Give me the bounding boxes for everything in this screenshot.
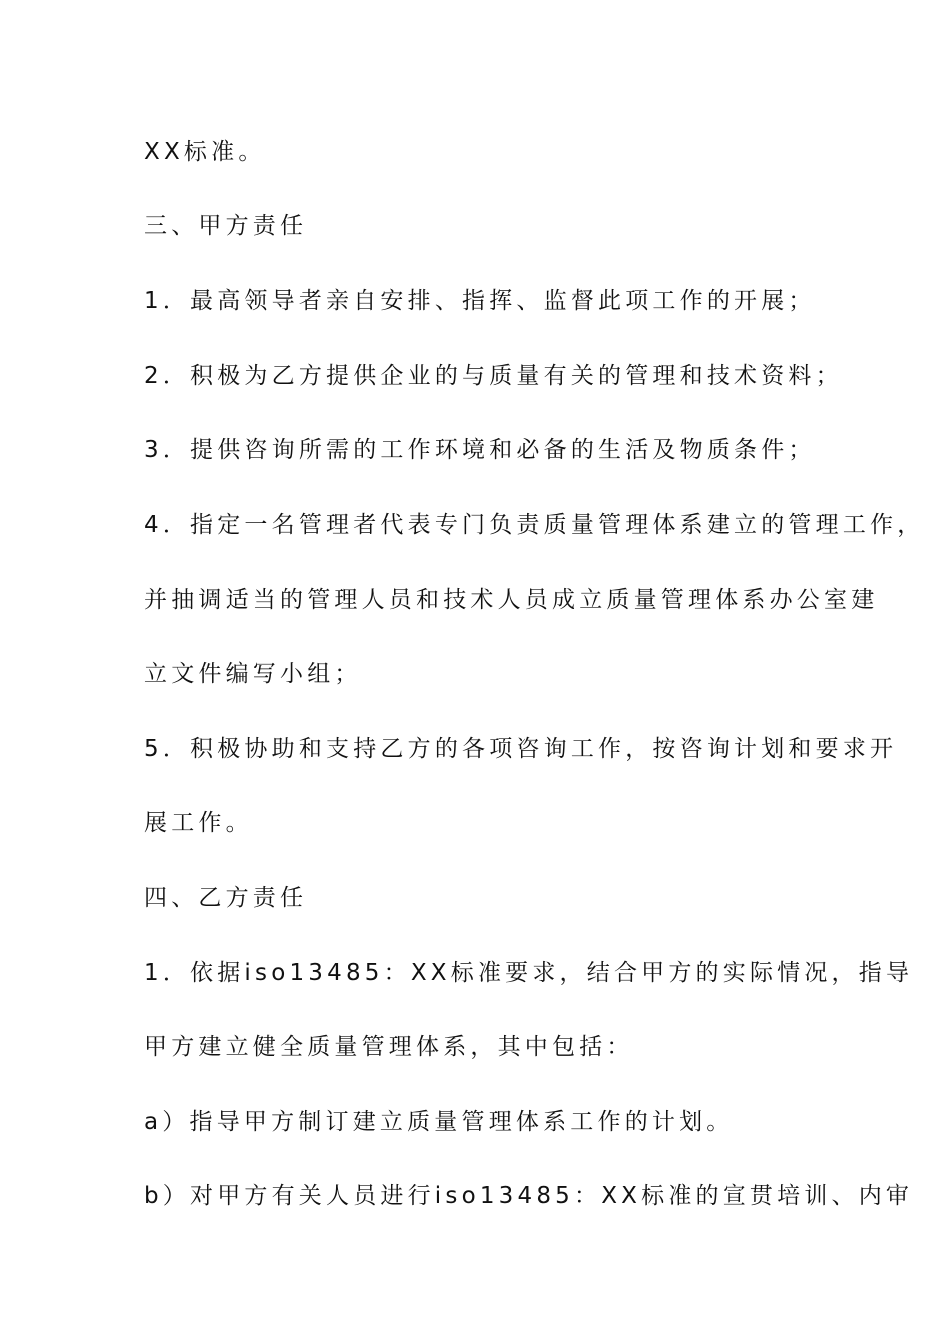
text-line: 展工作。 [144, 810, 253, 836]
text-line: 4．指定一名管理者代表专门负责质量管理体系建立的管理工作， [144, 512, 925, 538]
text-line: 2．积极为乙方提供企业的与质量有关的管理和技术资料； [144, 363, 843, 389]
text-line: 1．依据iso13485：XX标准要求，结合甲方的实际情况，指导 [144, 960, 914, 986]
text-line: 甲方建立健全质量管理体系，其中包括： [144, 1034, 634, 1060]
text-line: 并抽调适当的管理人员和技术人员成立质量管理体系办公室建 [144, 587, 879, 613]
text-line: 3．提供咨询所需的工作环境和必备的生活及物质条件； [144, 437, 816, 463]
text-line: a）指导甲方制订建立质量管理体系工作的计划。 [144, 1109, 734, 1135]
text-line: 5．积极协助和支持乙方的各项咨询工作，按咨询计划和要求开 [144, 736, 898, 762]
text-line: 1．最高领导者亲自安排、指挥、监督此项工作的开展； [144, 288, 816, 314]
text-line: XX标准。 [144, 139, 266, 165]
text-line: b）对甲方有关人员进行iso13485：XX标准的宣贯培训、内审 [144, 1183, 914, 1209]
section-heading: 三、甲方责任 [144, 213, 308, 239]
section-heading: 四、乙方责任 [144, 885, 308, 911]
text-line: 立文件编写小组； [144, 661, 362, 687]
